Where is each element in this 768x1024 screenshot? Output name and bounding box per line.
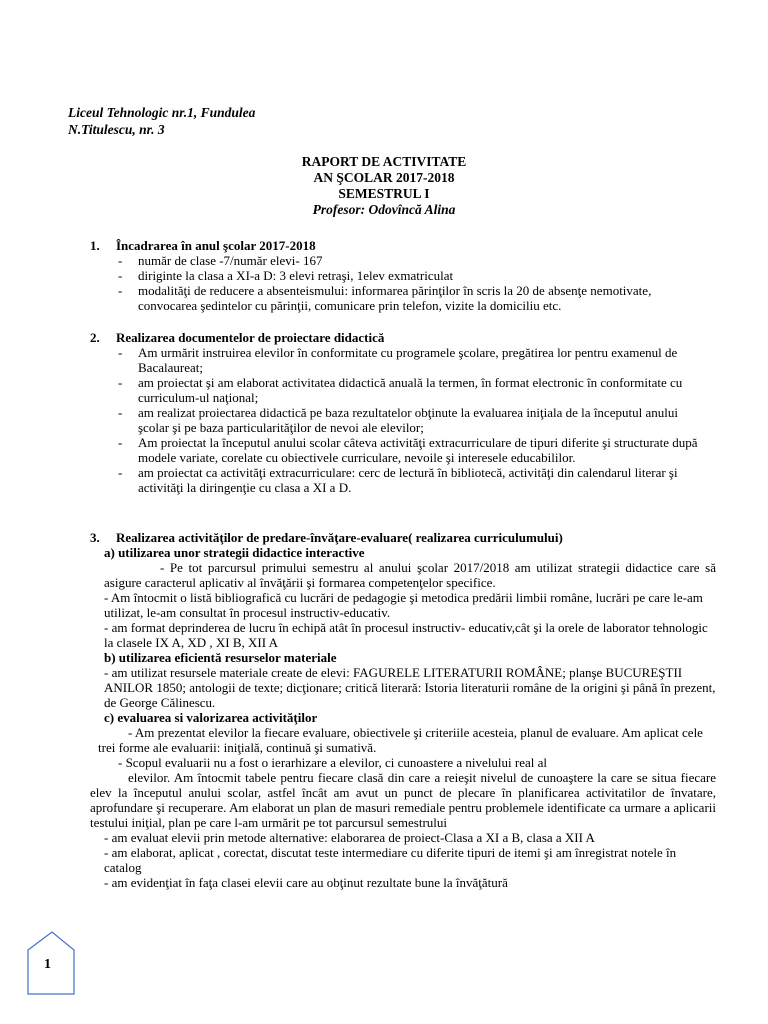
section-1 [90, 238, 710, 313]
school-header [68, 104, 255, 138]
paragraph: - am evidenţiat în faţa clasei elevii care au obţinut rezultate bune la învăţătură [104, 875, 508, 890]
teacher-name: Profesor: Odovîncă Alina [312, 202, 456, 217]
pentagon-badge-icon [24, 928, 84, 998]
paragraph: - am format deprinderea de lucru în echipă atât în procesul instructiv- educativ,cât şi la orele de laborator tehnologic la clasele IX A, XD , XI B, XII A [104, 620, 708, 650]
section-3-title: Realizarea activităţilor de predare-învăţare-evaluare( realizarea curriculumului) [116, 530, 563, 545]
section-2-list [90, 345, 710, 495]
section-1-list [90, 253, 710, 313]
school-name: Liceul Tehnologic nr.1, Fundulea [68, 105, 256, 120]
paragraph: elevilor. Am întocmit tabele pentru fiecare clasă din care a reieşit nivelul de cunoaştere la care se situa fiecare elev la începutul anului scolar, astfel încât am avut un punct de plecare în planificarea activitatilor de învatare, aprofundare şi recuperare. Am elaborat un plan de masuri remediale pentru problemele identificate ca urmare a aplicarii testului iniţial, plan pe care l-am urmărit pe tot parcursul semestrului [90, 770, 716, 830]
page-number-badge [24, 928, 84, 998]
page-number: 1 [44, 957, 51, 972]
paragraph: - am utilizat resursele materiale create de elevi: FAGURELE LITERATURII ROMÂNE; planşe BUCUREŞTII ANILOR 1850; antologii de texte; dicţionare; critică literară: Istoria literaturii române de la origini şi până în prezent, de George Călinescu. [104, 665, 716, 710]
section-3-body [90, 545, 716, 890]
paragraph: - Scopul evaluarii nu a fost o ierarhizare a elevilor, ci cunoastere a nivelului real al [118, 755, 548, 770]
list-item: - modalităţi de reducere a absenteismului: informarea părinţilor în scris la 20 de absenţe nemotivate, convocarea şedintelor cu părinţii, comunicare prin telefon, vizite la domiciliu etc. [114, 283, 710, 313]
list-item: - am realizat proiectarea didactică pe baza rezultatelor obţinute la evaluarea iniţiala de la începutul anului şcolar şi pe baza particularităţilor de nevoi ale elevilor; [114, 405, 710, 435]
subsection-c-title: c) evaluarea si valorizarea activităţilor [104, 710, 318, 725]
section-1-heading: 1. Încadrarea în anul şcolar 2017-2018 [90, 238, 316, 253]
section-2-title: Realizarea documentelor de proiectare didactică [116, 330, 385, 345]
paragraph: - am evaluat elevii prin metode alternative: elaborarea de proiect-Clasa a XI a B, clasa a XII A [104, 830, 595, 845]
section-2-heading: 2. Realizarea documentelor de proiectare didactică [90, 330, 385, 345]
paragraph: - Pe tot parcursul primului semestru al anului şcolar 2017/2018 am utilizat strategii didactice care să asigure caracterul aplicativ al învăţării şi formarea competenţelor specifice. [104, 560, 716, 590]
report-title: RAPORT DE ACTIVITATE [301, 154, 467, 169]
list-item: - Am proiectat la începutul anului scolar câteva activităţi extracurriculare de tipuri diferite şi structurate după modele variate, corelate cu obiectivele curriculare, nevoile şi interesele educabililor. [114, 435, 710, 465]
section-1-title: Încadrarea în anul şcolar 2017-2018 [116, 238, 316, 253]
list-item: - am proiectat ca activităţi extracurriculare: cerc de lectură în bibliotecă, activităţi din calendarul literar şi activităţi la diringenţie cu clasa a XI a D. [114, 465, 710, 495]
subsection-a-title: a) utilizarea unor strategii didactice interactive [104, 545, 365, 560]
list-item: - diriginte la clasa a XI-a D: 3 elevi retraşi, 1elev exmatriculat [114, 268, 710, 283]
paragraph: - Am întocmit o listă bibliografică cu lucrări de pedagogie şi metodica predării limbii române, lucrări pe care le-am utilizat, le-am consultat în procesul instructiv-educativ. [104, 590, 703, 620]
list-item: - am proiectat şi am elaborat activitatea didactică anuală la termen, în format electronic în conformitate cu curriculum-ul naţional; [114, 375, 710, 405]
paragraph: - Am prezentat elevilor la fiecare evaluare, obiectivele şi criteriile acesteia, planul de evaluare. Am aplicat cele trei forme ale evaluarii: iniţială, continuă şi sumativă. [98, 725, 703, 755]
school-address: N.Titulescu, nr. 3 [68, 122, 165, 137]
subsection-b-title: b) utilizarea eficientă resurselor materiale [104, 650, 337, 665]
list-item: - Am urmărit instruirea elevilor în conformitate cu programele şcolare, pregătirea lor pentru examenul de Bacalaureat; [114, 345, 710, 375]
semester: SEMESTRUL I [338, 186, 430, 201]
section-2 [90, 330, 710, 495]
list-item: - număr de clase -7/număr elevi- 167 [114, 253, 710, 268]
section-3 [90, 530, 710, 545]
section-3-heading: 3. Realizarea activităţilor de predare-învăţare-evaluare( realizarea curriculumului) [90, 530, 563, 545]
school-year: AN ŞCOLAR 2017-2018 [313, 170, 455, 185]
paragraph: - am elaborat, aplicat , corectat, discutat teste intermediare cu diferite tipuri de itemi şi am înregistrat notele în catalog [104, 845, 677, 875]
report-title-block [150, 154, 618, 218]
